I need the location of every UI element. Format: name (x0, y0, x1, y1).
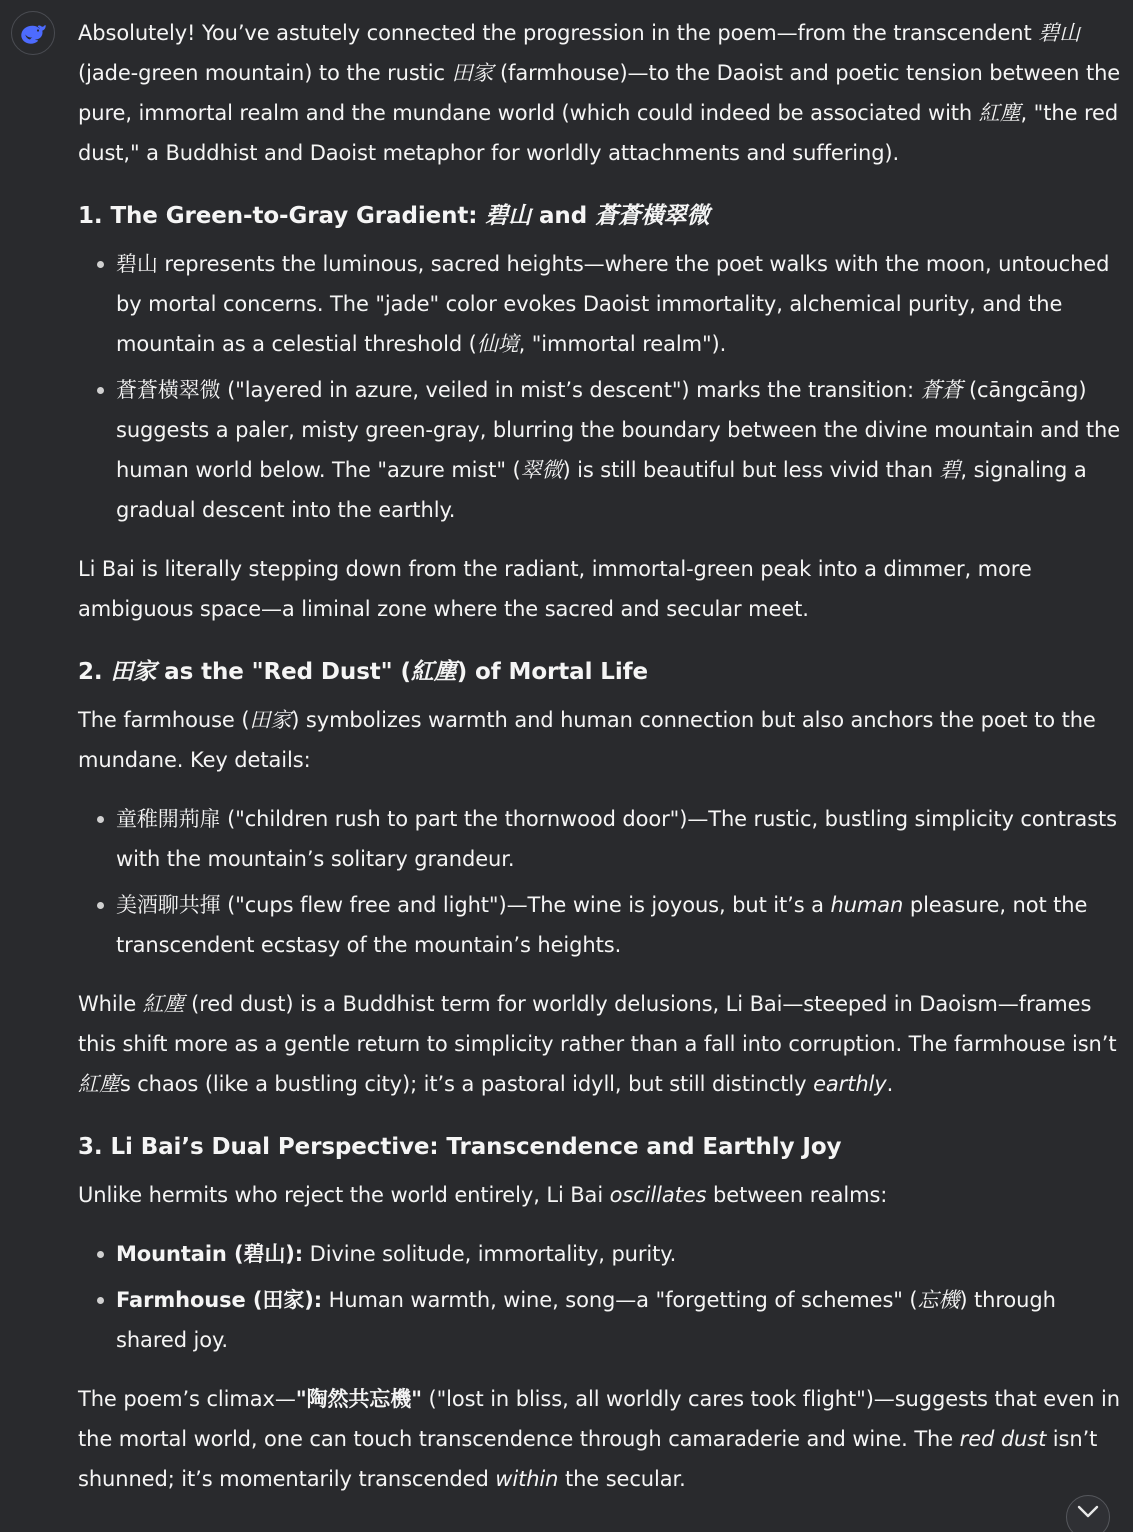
text: . (886, 1072, 894, 1096)
text: The farmhouse ( (78, 708, 250, 732)
text: , "immortal realm"). (518, 332, 727, 356)
emphasis: oscillates (609, 1183, 707, 1207)
text: While (78, 992, 143, 1016)
paragraph (78, 984, 1128, 1104)
bullet-list-2 (78, 799, 1128, 965)
text: (farmhouse)—to the Daoist and poetic tension between the pure, immortal realm and the mundane world (which could indeed be associated with (78, 61, 1121, 125)
text: ("layered in azure, veiled in mist’s descent") marks the transition: (220, 378, 921, 402)
chinese-term: 蒼蒼橫翠微 (594, 203, 710, 229)
text: ) through shared joy. (116, 1288, 1056, 1352)
emphasis: human (830, 893, 904, 917)
text: and (531, 203, 595, 229)
text: ("children rush to part the thornwood door")—The rustic, bustling simplicity contrasts with the mountain’s solitary grandeur. (116, 807, 1118, 871)
text: ) of Mortal Life (456, 659, 649, 685)
text: (jade-green mountain) to the rustic (78, 61, 452, 85)
chinese-term: 碧山 (485, 203, 532, 229)
text: 3. Li Bai’s Dual Perspective: Transcendence and Earthly Joy (78, 1134, 842, 1160)
chinese-term: 田家 (110, 659, 157, 685)
chinese-term: 紅塵 (410, 659, 457, 685)
emphasis: red dust (959, 1427, 1047, 1451)
chinese-term: 田家 (451, 61, 494, 85)
text: (red dust) is a Buddhist term for worldly delusions, Li Bai—steeped in Daoism—frames this shift more as a gentle return to simplicity rather than a fall into corruption. The farmhouse isn’t (78, 992, 1117, 1056)
chinese-term: 蒼蒼橫翠微 (116, 378, 221, 402)
text: 2. (78, 659, 111, 685)
bold-quote: "陶然共忘機" (295, 1387, 422, 1411)
section-heading-1 (78, 192, 1128, 240)
text: between realms: (706, 1183, 888, 1207)
text: Divine solitude, immortality, purity. (303, 1242, 677, 1266)
paragraph (78, 700, 1128, 780)
scroll-to-bottom-button[interactable] (1066, 1495, 1110, 1532)
text: Li Bai is literally stepping down from the radiant, immortal-green peak into a dimmer, more ambiguous space—a liminal zone where the sacred and secular meet. (78, 557, 1032, 621)
paragraph-intro (78, 13, 1128, 173)
text: (cāngcāng) suggests a paler, misty green-gray, blurring the boundary between the divine mountain and the human world below. The "azure mist" ( (116, 378, 1121, 482)
text: ("lost in bliss, all worldly cares took flight")—suggests that even in the mortal world, one can touch transcendence through camaraderie and wine. The (78, 1387, 1120, 1451)
text: s chaos (like a bustling city); it’s a pastoral idyll, but still distinctly (119, 1072, 814, 1096)
text: The poem’s climax— (78, 1387, 296, 1411)
list-item (116, 1234, 1128, 1274)
text: isn’t shunned; it’s momentarily transcended (78, 1427, 1098, 1491)
list-item (116, 1280, 1128, 1360)
list-item (116, 244, 1128, 364)
list-item (116, 370, 1128, 530)
bullet-list-1 (78, 244, 1128, 530)
text: ) is still beautiful but less vivid than (562, 458, 940, 482)
text: Human warmth, wine, song—a "forgetting of schemes" ( (322, 1288, 918, 1312)
text: 1. The Green-to-Gray Gradient: (78, 203, 486, 229)
chinese-term: 仙境 (476, 332, 519, 356)
text: Absolutely! You’ve astutely connected the progression in the poem—from the transcendent (78, 21, 1039, 45)
chinese-term: 童稚開荊扉 (116, 807, 221, 831)
text: ) symbolizes warmth and human connection but also anchors the poet to the mundane. Key details: (78, 708, 1096, 772)
chinese-term: 忘機 (917, 1288, 960, 1312)
chinese-term: 紅塵 (78, 1072, 120, 1096)
list-item (116, 885, 1128, 965)
text: ("cups flew free and light")—The wine is joyous, but it’s a (220, 893, 831, 917)
text: , "the red dust," a Buddhist and Daoist metaphor for worldly attachments and suffering). (78, 101, 1119, 165)
chinese-term: 田家 (249, 708, 292, 732)
bullet-list-3 (78, 1234, 1128, 1360)
assistant-avatar (11, 11, 55, 55)
bold-label: Farmhouse (田家): (116, 1288, 322, 1312)
paragraph (78, 1175, 1128, 1215)
section-heading-3 (78, 1123, 1128, 1171)
list-item (116, 799, 1128, 879)
chinese-term: 碧山 (1038, 21, 1081, 45)
chinese-term: 蒼蒼 (920, 378, 963, 402)
chinese-term: 碧 (939, 458, 961, 482)
chinese-term: 翠微 (520, 458, 563, 482)
emphasis: earthly (813, 1072, 887, 1096)
text: pleasure, not the transcendent ecstasy of the mountain’s heights. (116, 893, 1088, 957)
paragraph-climax (78, 1379, 1128, 1499)
section-heading-2 (78, 648, 1128, 696)
paragraph (78, 549, 1128, 629)
text: Unlike hermits who reject the world entirely, Li Bai (78, 1183, 610, 1207)
chinese-term: 紅塵 (142, 992, 185, 1016)
text: as the "Red Dust" ( (156, 659, 411, 685)
bold-label: Mountain (碧山): (116, 1242, 304, 1266)
text: , signaling a gradual descent into the earthly. (116, 458, 1087, 522)
chinese-term: 紅塵 (978, 101, 1021, 125)
chinese-term: 美酒聊共揮 (116, 893, 221, 917)
text: the secular. (558, 1467, 686, 1491)
deepseek-whale-icon (18, 21, 48, 45)
chinese-term: 碧山 (116, 252, 158, 276)
assistant-message (78, 13, 1128, 1518)
text: represents the luminous, sacred heights—where the poet walks with the moon, untouched by mortal concerns. The "jade" color evokes Daoist immortality, alchemical purity, and the mountain as a celestial threshold ( (116, 252, 1110, 356)
emphasis: within (495, 1467, 559, 1491)
chevron-down-icon (1077, 1505, 1099, 1519)
